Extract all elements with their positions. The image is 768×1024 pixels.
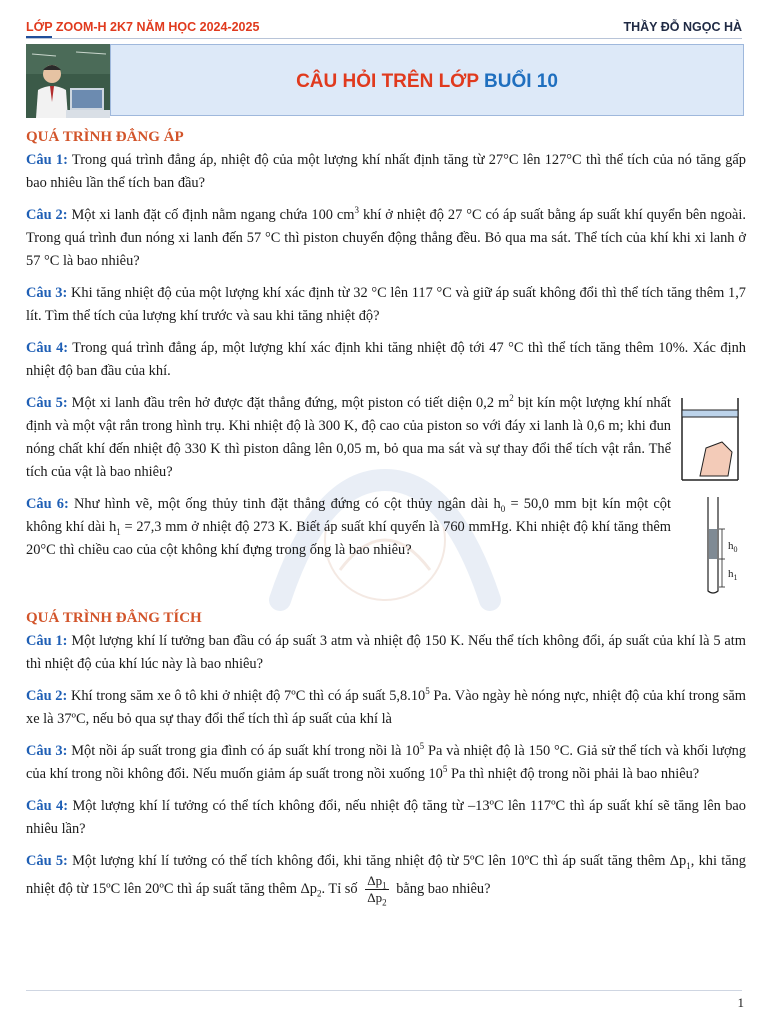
question-5-row bbox=[26, 392, 746, 484]
fraction-numerator bbox=[365, 873, 388, 890]
footer-divider bbox=[26, 990, 742, 991]
teacher-name: THẦY ĐỖ NGỌC HÀ bbox=[623, 20, 742, 34]
question-text: , khi tăng nhiệt độ từ 15ºC lên 20ºC thì áp suất tăng thêm Δp bbox=[26, 853, 746, 897]
question-label: Câu 6: bbox=[26, 496, 69, 512]
section-heading-isobaric: QUÁ TRÌNH ĐẲNG ÁP bbox=[26, 129, 184, 145]
question-label: Câu 1: bbox=[26, 152, 68, 168]
question-text: Một lượng khí lí tưởng có thể tích không đổi, nếu nhiệt độ tăng từ –13ºC lên 117ºC thì áp suất khí sẽ tăng lên bao nhiêu lần? bbox=[26, 798, 746, 837]
question-3-isobaric bbox=[26, 282, 746, 328]
question-label: Câu 2: bbox=[26, 207, 68, 223]
section-heading-isochoric: QUÁ TRÌNH ĐẲNG TÍCH bbox=[26, 610, 202, 626]
fraction-denominator bbox=[365, 890, 388, 906]
question-5-isobaric bbox=[26, 392, 671, 484]
question-label: Câu 3: bbox=[26, 285, 68, 301]
question-text: bằng bao nhiêu? bbox=[392, 880, 491, 897]
title-session: BUỔI 10 bbox=[484, 71, 558, 92]
question-text: Pa. Vào ngày hè nóng nực, nhiệt độ của khí trong săm xe là 37ºC, nếu bỏ qua sự thay đổi thể tích thì áp suất của khí là bbox=[26, 688, 746, 727]
page-number: 1 bbox=[737, 995, 744, 1010]
question-text: Trong quá trình đẳng áp, nhiệt độ của một lượng khí nhất định tăng từ 27°C lên 127°C thì thể tích của nó tăng gấp bao nhiêu lần thể tích ban đầu? bbox=[26, 152, 746, 191]
superscript: 5 bbox=[442, 764, 448, 775]
cylinder-figure bbox=[678, 396, 742, 482]
pressure-ratio-fraction bbox=[365, 873, 388, 906]
page-title bbox=[111, 71, 743, 93]
question-label: Câu 1: bbox=[26, 633, 68, 649]
question-5-isochoric bbox=[26, 850, 746, 906]
denominator-subscript: 2 bbox=[382, 897, 387, 908]
svg-text:h1 bbox=[728, 568, 738, 582]
subscript: 1 bbox=[686, 860, 691, 871]
question-text: Pa thì nhiệt độ trong nồi phải là bao nhiêu? bbox=[447, 766, 700, 782]
question-6-row bbox=[26, 493, 746, 582]
question-text: Khí trong săm xe ô tô khi ở nhiệt độ 7ºC thì có áp suất 5,8.10 bbox=[67, 688, 426, 704]
question-label: Câu 5: bbox=[26, 395, 68, 411]
title-banner bbox=[26, 44, 744, 118]
svg-text:h0 bbox=[728, 540, 738, 554]
title-main: CÂU HỎI TRÊN LỚP bbox=[296, 71, 479, 92]
question-text: = 27,3 mm ở nhiệt độ 273 K. Biết áp suất khí quyển là 760 mmHg. Khi nhiệt độ khí tăng thêm 20°C thì chiều cao của cột không khí đựng trong ống là bao nhiêu? bbox=[26, 519, 671, 558]
question-text: bịt kín một lượng khí nhất định và một vật rắn trong hình trụ. Khi nhiệt độ là 300 K, độ cao của piston so với đáy xi lanh là 0,6 m; khi đun nóng chất khí đến nhiệt độ 330 K thì piston dâng lên 0,05 m, bỏ qua ma sát và sự thay đổi thể tích vật rắn. Thể tích của vật là bao nhiêu? bbox=[26, 395, 671, 480]
section-spacer bbox=[26, 571, 746, 607]
question-label: Câu 3: bbox=[26, 743, 68, 759]
question-label: Câu 5: bbox=[26, 853, 68, 869]
question-label: Câu 4: bbox=[26, 798, 69, 814]
class-name: LỚP ZOOM-H 2K7 NĂM HỌC 2024-2025 bbox=[26, 20, 260, 34]
question-2-isobaric bbox=[26, 204, 746, 273]
question-text: Một nồi áp suất trong gia đình có áp suất khí trong nồi là 10 bbox=[67, 743, 420, 759]
question-text: Khi tăng nhiệt độ của một lượng khí xác định từ 32 °C lên 117 °C và giữ áp suất không đổi thì thể tích tăng thêm 1,7 lít. Tìm thể tích của lượng khí trước và sau khi tăng nhiệt độ? bbox=[26, 285, 746, 324]
question-text: Một lượng khí lí tưởng ban đầu có áp suất 3 atm và nhiệt độ 150 K. Nếu thể tích không đổi, áp suất của khí là 5 atm thì nhiệt độ của khí lúc này là bao nhiêu? bbox=[26, 633, 746, 672]
question-text: Một xi lanh đặt cố định nằm ngang chứa 100 cm bbox=[67, 207, 355, 223]
question-1-isobaric bbox=[26, 149, 746, 195]
numerator-text: Δp bbox=[367, 873, 383, 888]
h1-subscript: 1 bbox=[733, 573, 738, 582]
superscript: 3 bbox=[354, 205, 359, 216]
question-label: Câu 2: bbox=[26, 688, 68, 704]
question-text: Một xi lanh đầu trên hở được đặt thẳng đứng, một piston có tiết diện 0,2 m bbox=[67, 395, 510, 411]
h0-subscript: 0 bbox=[733, 545, 738, 554]
superscript: 2 bbox=[509, 393, 514, 404]
question-1-isochoric bbox=[26, 630, 746, 676]
numerator-subscript: 1 bbox=[382, 880, 387, 891]
h1-label: h bbox=[728, 568, 734, 580]
h0-label: h bbox=[728, 540, 734, 552]
question-text: Trong quá trình đẳng áp, một lượng khí xác định khi tăng nhiệt độ tới 47 °C thì thể tích tăng thêm 10%. Xác định nhiệt độ ban đầu của khí. bbox=[26, 340, 746, 379]
question-text: Một lượng khí lí tưởng có thể tích không đổi, khi tăng nhiệt độ từ 5ºC lên 10ºC thì áp suất tăng thêm Δp bbox=[67, 853, 687, 869]
question-text: Như hình vẽ, một ống thủy tinh đặt thẳng đứng có cột thủy ngân dài h bbox=[68, 496, 501, 512]
superscript: 5 bbox=[425, 686, 430, 697]
title-box bbox=[110, 44, 744, 116]
tube-figure bbox=[698, 495, 754, 595]
subscript: 1 bbox=[116, 526, 121, 537]
question-6-isobaric bbox=[26, 493, 671, 562]
question-text: khí ở nhiệt độ 27 °C có áp suất bằng áp suất khí quyển bên ngoài. Trong quá trình đun nóng xi lanh đến 57 °C thì piston chuyển động thẳng đều. Bỏ qua ma sát. Thể tích của khí khi xi lanh ở 57 °C là bao nhiêu? bbox=[26, 207, 746, 269]
subscript: 0 bbox=[500, 503, 506, 514]
question-text: Pa và nhiệt độ là 150 °C. Giả sử thể tích và khối lượng của khí trong nồi không đổi. Nếu muốn giảm áp suất trong nồi xuống 10 bbox=[26, 743, 746, 782]
header-divider bbox=[26, 38, 742, 39]
subscript: 2 bbox=[316, 888, 322, 899]
superscript: 5 bbox=[419, 741, 425, 752]
denominator-text: Δp bbox=[367, 890, 383, 905]
question-3-isochoric bbox=[26, 740, 746, 786]
question-2-isochoric bbox=[26, 685, 746, 731]
question-4-isobaric bbox=[26, 337, 746, 383]
question-text: . Tỉ số bbox=[321, 880, 358, 897]
teacher-photo bbox=[26, 44, 110, 118]
question-4-isochoric bbox=[26, 795, 746, 841]
question-text: = 50,0 mm bịt kín một cột không khí dài h bbox=[26, 496, 671, 535]
worksheet-content bbox=[26, 126, 746, 915]
page-header bbox=[26, 20, 742, 36]
question-label: Câu 4: bbox=[26, 340, 69, 356]
